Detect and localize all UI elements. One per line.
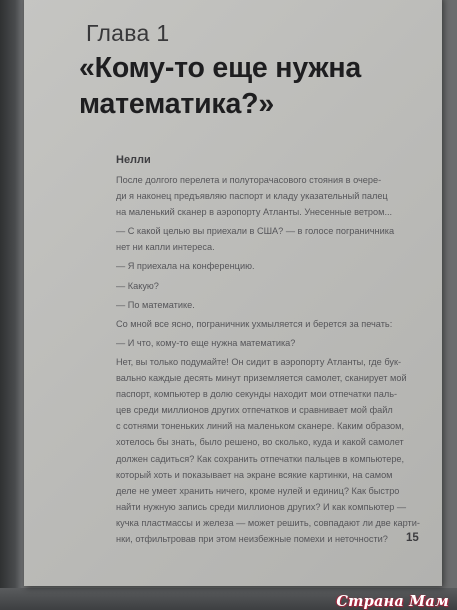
text-line: кучка пластмассы и железа — может решить, совпадают ли две карти- bbox=[116, 517, 420, 528]
paragraph bbox=[116, 278, 432, 294]
text-line: — Я приехала на конференцию. bbox=[116, 261, 255, 272]
text-line: — По математике. bbox=[116, 299, 195, 310]
paragraph bbox=[116, 335, 432, 351]
paragraph bbox=[116, 297, 432, 313]
text-line: цев среди миллионов других отпечатков и сравнивает мой файл bbox=[116, 405, 393, 416]
text-line: деле не умеет хранить ничего, кроме нулей и единиц? Как быстро bbox=[116, 485, 400, 496]
paragraph bbox=[116, 316, 432, 332]
text-line: Нет, вы только подумайте! Он сидит в аэропорту Атланты, где бук- bbox=[116, 356, 402, 367]
text-line: паспорт, компьютер в долю секунды находит мои отпечатки паль- bbox=[116, 389, 398, 400]
text-line: После долгого перелета и полуторачасового стояния в очере- bbox=[116, 175, 382, 185]
paragraph bbox=[116, 223, 432, 255]
section-heading: Нелли bbox=[116, 154, 151, 166]
text-line: с сотнями тоненьких линий на маленьком сканере. Каким образом, bbox=[116, 421, 405, 432]
text-line: вально каждые десять минут приземляется самолет, сканирует мой bbox=[116, 373, 407, 384]
text-line: Со мной все ясно, пограничник ухмыляется и берется за печать: bbox=[116, 318, 393, 329]
text-line: нки, отфильтровав при этом неизбежные помехи и неточности? bbox=[116, 533, 388, 544]
text-line: — Какую? bbox=[116, 280, 159, 291]
text-line: должен садиться? Как сохранить отпечатки пальцев в компьютере, bbox=[116, 453, 405, 464]
chapter-title bbox=[79, 50, 419, 122]
paragraph bbox=[116, 354, 432, 547]
text-line: который хоть и показывает на экране всякие картинки, на самом bbox=[116, 469, 393, 480]
body-text bbox=[116, 172, 432, 550]
text-line: — С какой целью вы приехали в США? — в голосе пограничника bbox=[116, 226, 395, 237]
paragraph bbox=[116, 258, 432, 274]
text-line: нет ни капли интереса. bbox=[116, 242, 215, 253]
text-line: найти нужную запись среди миллионов других? И как компьютер — bbox=[116, 501, 407, 512]
text-line: хотелось бы знать, было решено, во сколько, куда и какой самолет bbox=[116, 437, 404, 448]
chapter-title-line: «Кому-то еще нужна bbox=[79, 52, 361, 84]
chapter-title-line: математика?» bbox=[79, 88, 274, 120]
watermark: Страна Мам bbox=[336, 593, 449, 610]
text-line: на маленький сканер в аэропорту Атланты. Унесенные ветром... bbox=[116, 207, 393, 218]
paragraph bbox=[116, 172, 432, 220]
page-number: 15 bbox=[406, 532, 419, 544]
chapter-label: Глава 1 bbox=[86, 20, 170, 46]
book-page bbox=[24, 0, 442, 586]
background-left bbox=[0, 0, 22, 610]
text-line: — И что, кому-то еще нужна математика? bbox=[116, 337, 296, 348]
text-line: ди я наконец предъявляю паспорт и кладу указательный палец bbox=[116, 191, 388, 202]
